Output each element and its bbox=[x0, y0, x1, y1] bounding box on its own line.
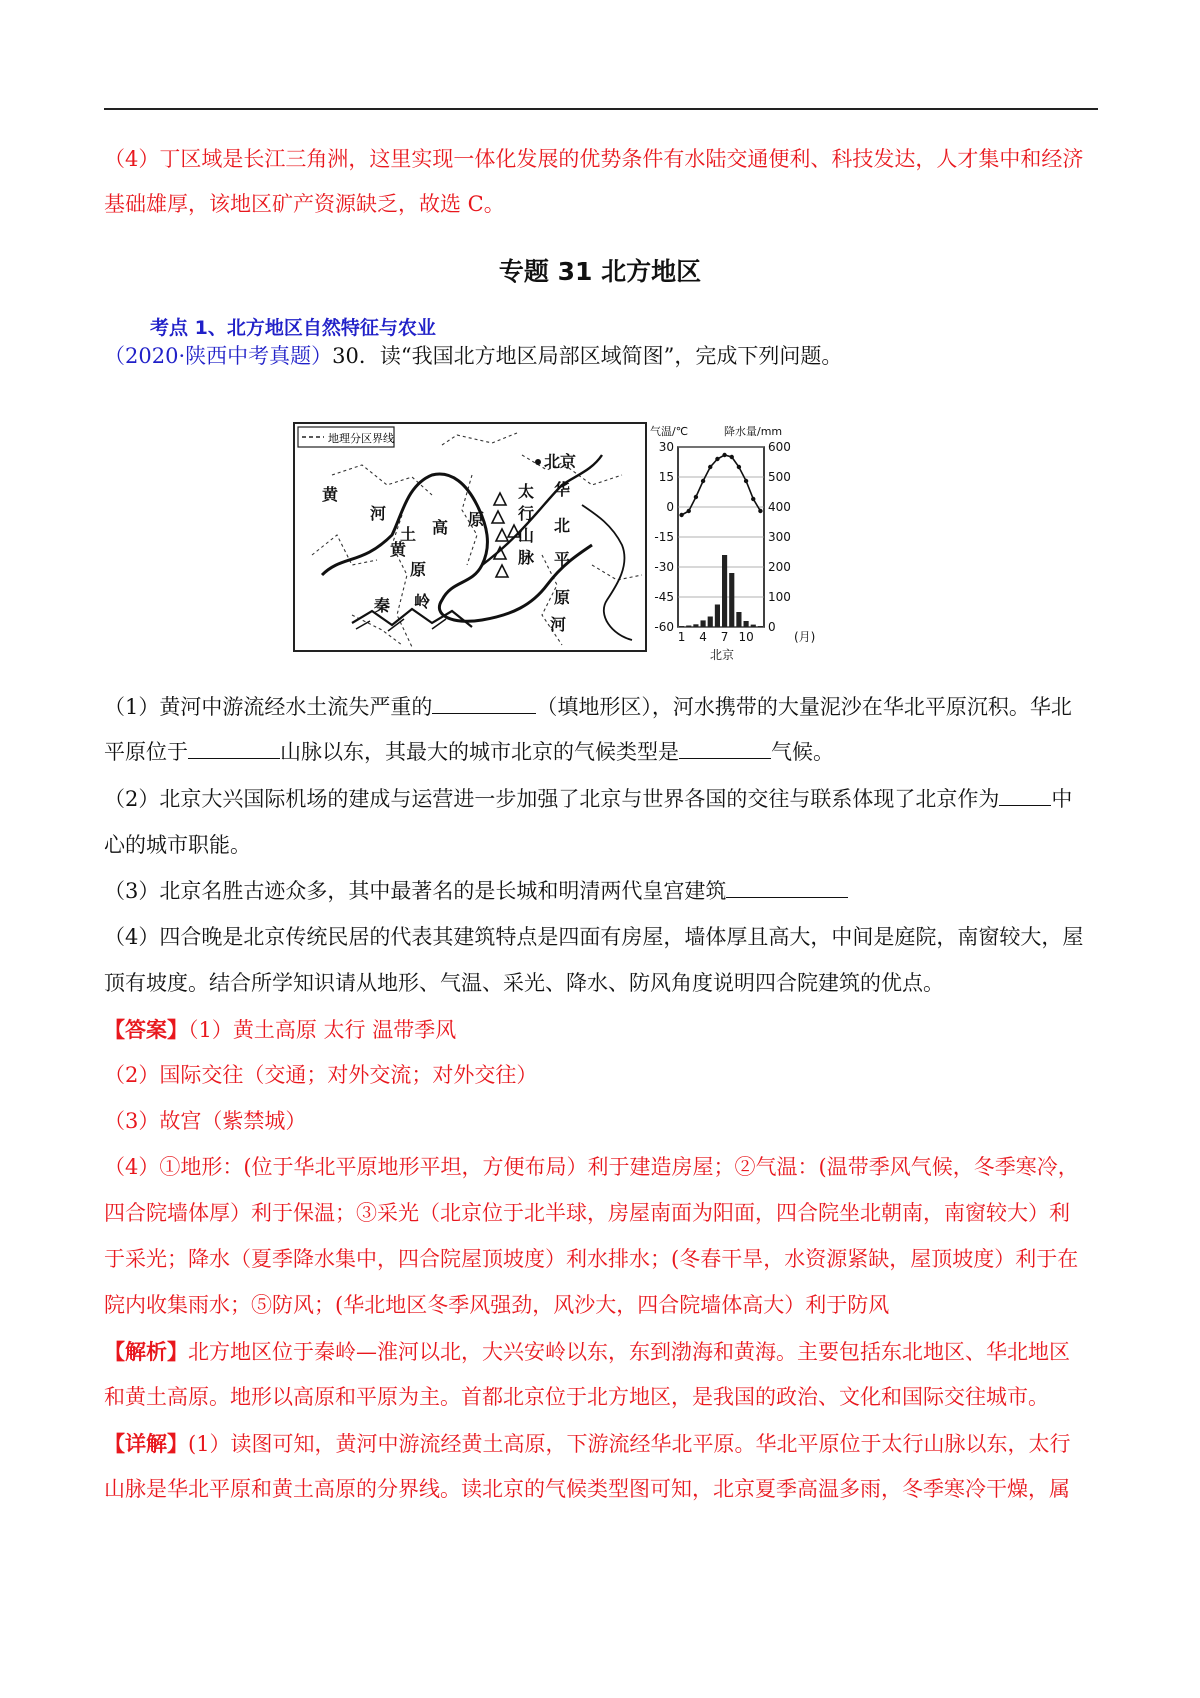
q2-line2: 心的城市职能。 bbox=[104, 833, 251, 857]
map-label-yuan2: 原 bbox=[468, 510, 485, 529]
answer-1: （1）黄土高原 太行 温带季风 bbox=[188, 1018, 457, 1042]
header-rule bbox=[104, 108, 1098, 110]
map-and-chart bbox=[292, 415, 847, 668]
left-tick-label: 30 bbox=[658, 440, 674, 454]
left-tick-label: -15 bbox=[654, 530, 674, 544]
right-tick-label: 0 bbox=[768, 620, 776, 634]
temp-point bbox=[679, 513, 683, 517]
precip-bar bbox=[751, 625, 756, 627]
question-source: （2020·陕西中考真题） bbox=[104, 344, 333, 368]
kaodian-heading: 考点 1、北方地区自然特征与农业 bbox=[150, 317, 436, 339]
q1-text-a: （1）黄河中游流经水土流失严重的 bbox=[104, 695, 433, 719]
temp-point bbox=[730, 455, 734, 459]
precip-bar bbox=[715, 605, 720, 628]
precip-bar bbox=[693, 624, 698, 627]
map-label-huang: 黄 bbox=[322, 485, 339, 504]
map-label-hua: 华 bbox=[554, 480, 571, 499]
map-label-he: 河 bbox=[370, 504, 387, 523]
detail-label: 【详解】 bbox=[104, 1431, 188, 1456]
q1-blank-3[interactable] bbox=[679, 734, 771, 759]
intro-answer-line2: 基础雄厚，该地区矿产资源缺乏，故选 C。 bbox=[104, 192, 505, 216]
detail-line2: 山脉是华北平原和黄土高原的分界线。读北京的气候类型图可知，北京夏季高温多雨，冬季寒冷干燥，属 bbox=[104, 1477, 1070, 1501]
precip-bar bbox=[736, 612, 741, 627]
answer-2: （2）国际交往（交通；对外交流；对外交往） bbox=[104, 1063, 538, 1087]
temp-point bbox=[694, 495, 698, 499]
map-label-gao: 高 bbox=[432, 518, 449, 537]
q1-line1 bbox=[104, 684, 1100, 731]
map-legend: 地理分区界线 bbox=[328, 432, 394, 445]
x-tick-label: 7 bbox=[720, 630, 729, 644]
region-map bbox=[294, 423, 646, 651]
map-label-ling: 岭 bbox=[414, 592, 431, 611]
precip-bar bbox=[758, 626, 763, 627]
q4-line2: 顶有坡度。结合所学知识请从地形、气温、采光、降水、防风角度说明四合院建筑的优点。 bbox=[104, 971, 944, 995]
map-label-tai: 太 bbox=[518, 482, 535, 501]
precip-bar bbox=[701, 620, 706, 627]
q1-text-e: 气候。 bbox=[771, 740, 834, 764]
answer-label: 【答案】 bbox=[104, 1017, 188, 1042]
page-title: 专题 31 北方地区 bbox=[498, 257, 702, 286]
chart-caption: 北京 bbox=[710, 648, 735, 662]
temp-point bbox=[758, 509, 762, 513]
left-tick-label: -45 bbox=[654, 590, 674, 604]
q2-blank[interactable] bbox=[999, 781, 1051, 806]
analysis-text-1: 北方地区位于秦岭—淮河以北，大兴安岭以东，东到渤海和黄海。主要包括东北地区、华北地区 bbox=[188, 1340, 1070, 1364]
q1-blank-2[interactable] bbox=[188, 734, 280, 759]
temp-point bbox=[744, 479, 748, 483]
x-tick-label: 1 bbox=[677, 630, 686, 644]
q1-blank-1[interactable] bbox=[432, 689, 536, 714]
month-unit: (月) bbox=[794, 630, 816, 644]
map-label-tu: 土 bbox=[400, 525, 417, 544]
answer-4-line3: 于采光；降水（夏季降水集中，四合院屋顶坡度）利水排水；(冬春干旱，水资源紧缺，屋顶坡度）利于在 bbox=[104, 1247, 1079, 1271]
map-label-mai: 脉 bbox=[518, 548, 535, 567]
temp-point bbox=[737, 465, 741, 469]
temp-point bbox=[715, 457, 719, 461]
right-tick-label: 600 bbox=[768, 440, 791, 454]
analysis-label: 【解析】 bbox=[104, 1339, 188, 1364]
temp-point bbox=[687, 509, 691, 513]
figure bbox=[292, 415, 847, 668]
analysis-line2: 和黄土高原。地形以高原和平原为主。首都北京位于北方地区，是我国的政治、文化和国际交往城市。 bbox=[104, 1385, 1049, 1409]
left-tick-label: -60 bbox=[654, 620, 674, 634]
left-tick-label: -30 bbox=[654, 560, 674, 574]
question-stem bbox=[104, 333, 1100, 380]
x-tick-label: 4 bbox=[699, 630, 707, 644]
precip-bar bbox=[744, 621, 749, 627]
q3-text: （3）北京名胜古迹众多，其中最著名的是长城和明清两代皇宫建筑 bbox=[104, 879, 727, 903]
map-label-yuan3: 原 bbox=[554, 588, 571, 607]
map-label-yuan1: 原 bbox=[410, 560, 427, 579]
q2-line1 bbox=[104, 776, 1100, 823]
temp-axis-title: 气温/℃ bbox=[650, 425, 689, 438]
map-label-huang2: 黄 bbox=[390, 540, 407, 559]
left-tick-label: 15 bbox=[658, 470, 674, 484]
temp-point bbox=[708, 465, 712, 469]
temp-point bbox=[701, 479, 705, 483]
map-label-he2: 河 bbox=[550, 615, 567, 634]
analysis-line1 bbox=[104, 1328, 1100, 1376]
q1-line2 bbox=[104, 729, 1100, 776]
right-tick-label: 200 bbox=[768, 560, 791, 574]
q1-text-c: 平原位于 bbox=[104, 740, 188, 764]
detail-line1 bbox=[104, 1420, 1100, 1468]
q2-text-b: 中 bbox=[1051, 787, 1073, 811]
map-label-qin: 秦 bbox=[374, 596, 391, 615]
answer-line1 bbox=[104, 1006, 1100, 1054]
intro-answer-line1: （4）丁区域是长江三角洲，这里实现一体化发展的优势条件有水陆交通便利、科技发达，人才集中和经济 bbox=[104, 147, 1084, 171]
answer-3: （3）故宫（紫禁城） bbox=[104, 1109, 307, 1133]
q3-blank[interactable] bbox=[726, 873, 848, 898]
q4-line1: （4）四合晚是北京传统民居的代表其建筑特点是四面有房屋，墙体厚且高大，中间是庭院，南窗较大，屋 bbox=[104, 925, 1084, 949]
temp-point bbox=[722, 453, 726, 457]
map-label-beijing: 北京 bbox=[544, 452, 577, 471]
temperature-line bbox=[682, 455, 761, 515]
map-label-shan: 山 bbox=[518, 526, 535, 545]
detail-text-1: (1）读图可知，黄河中游流经黄土高原，下游流经华北平原。华北平原位于太行山脉以东，太行 bbox=[188, 1432, 1071, 1456]
q3-line bbox=[104, 868, 1100, 915]
right-tick-label: 400 bbox=[768, 500, 791, 514]
precip-bar bbox=[722, 555, 727, 627]
q1-text-b: （填地形区），河水携带的大量泥沙在华北平原沉积。华北 bbox=[536, 695, 1072, 719]
precip-bar bbox=[708, 617, 713, 628]
x-tick-label: 10 bbox=[738, 630, 754, 644]
question-text: 30．读“我国北方地区局部区域简图”，完成下列问题。 bbox=[332, 344, 843, 368]
map-label-bei: 北 bbox=[554, 516, 571, 535]
temp-point bbox=[751, 497, 755, 501]
precip-axis-title: 降水量/mm bbox=[724, 425, 783, 438]
map-label-hang: 行 bbox=[518, 504, 535, 523]
map-label-ping: 平 bbox=[554, 550, 571, 569]
right-tick-label: 100 bbox=[768, 590, 791, 604]
right-tick-label: 500 bbox=[768, 470, 791, 484]
answer-4-line4: 院内收集雨水；⑤防风；(华北地区冬季风强劲，风沙大，四合院墙体高大）利于防风 bbox=[104, 1293, 890, 1317]
precip-bar bbox=[729, 573, 734, 627]
precip-bar bbox=[686, 626, 691, 628]
answer-4-line2: 四合院墙体厚）利于保温；③采光（北京位于北半球，房屋南面为阳面，四合院坐北朝南，南窗较大）利 bbox=[104, 1201, 1070, 1225]
precip-bar bbox=[679, 626, 684, 627]
climate-chart bbox=[650, 424, 815, 662]
left-tick-label: 0 bbox=[666, 500, 674, 514]
q2-text-a: （2）北京大兴国际机场的建成与运营进一步加强了北京与世界各国的交往与联系体现了北京作为 bbox=[104, 787, 1000, 811]
answer-4-line1: （4）①地形：(位于华北平原地形平坦，方便布局）利于建造房屋；②气温：(温带季风气候，冬季寒冷， bbox=[104, 1155, 1079, 1179]
right-tick-label: 300 bbox=[768, 530, 791, 544]
q1-text-d: 山脉以东，其最大的城市北京的气候类型是 bbox=[280, 740, 679, 764]
